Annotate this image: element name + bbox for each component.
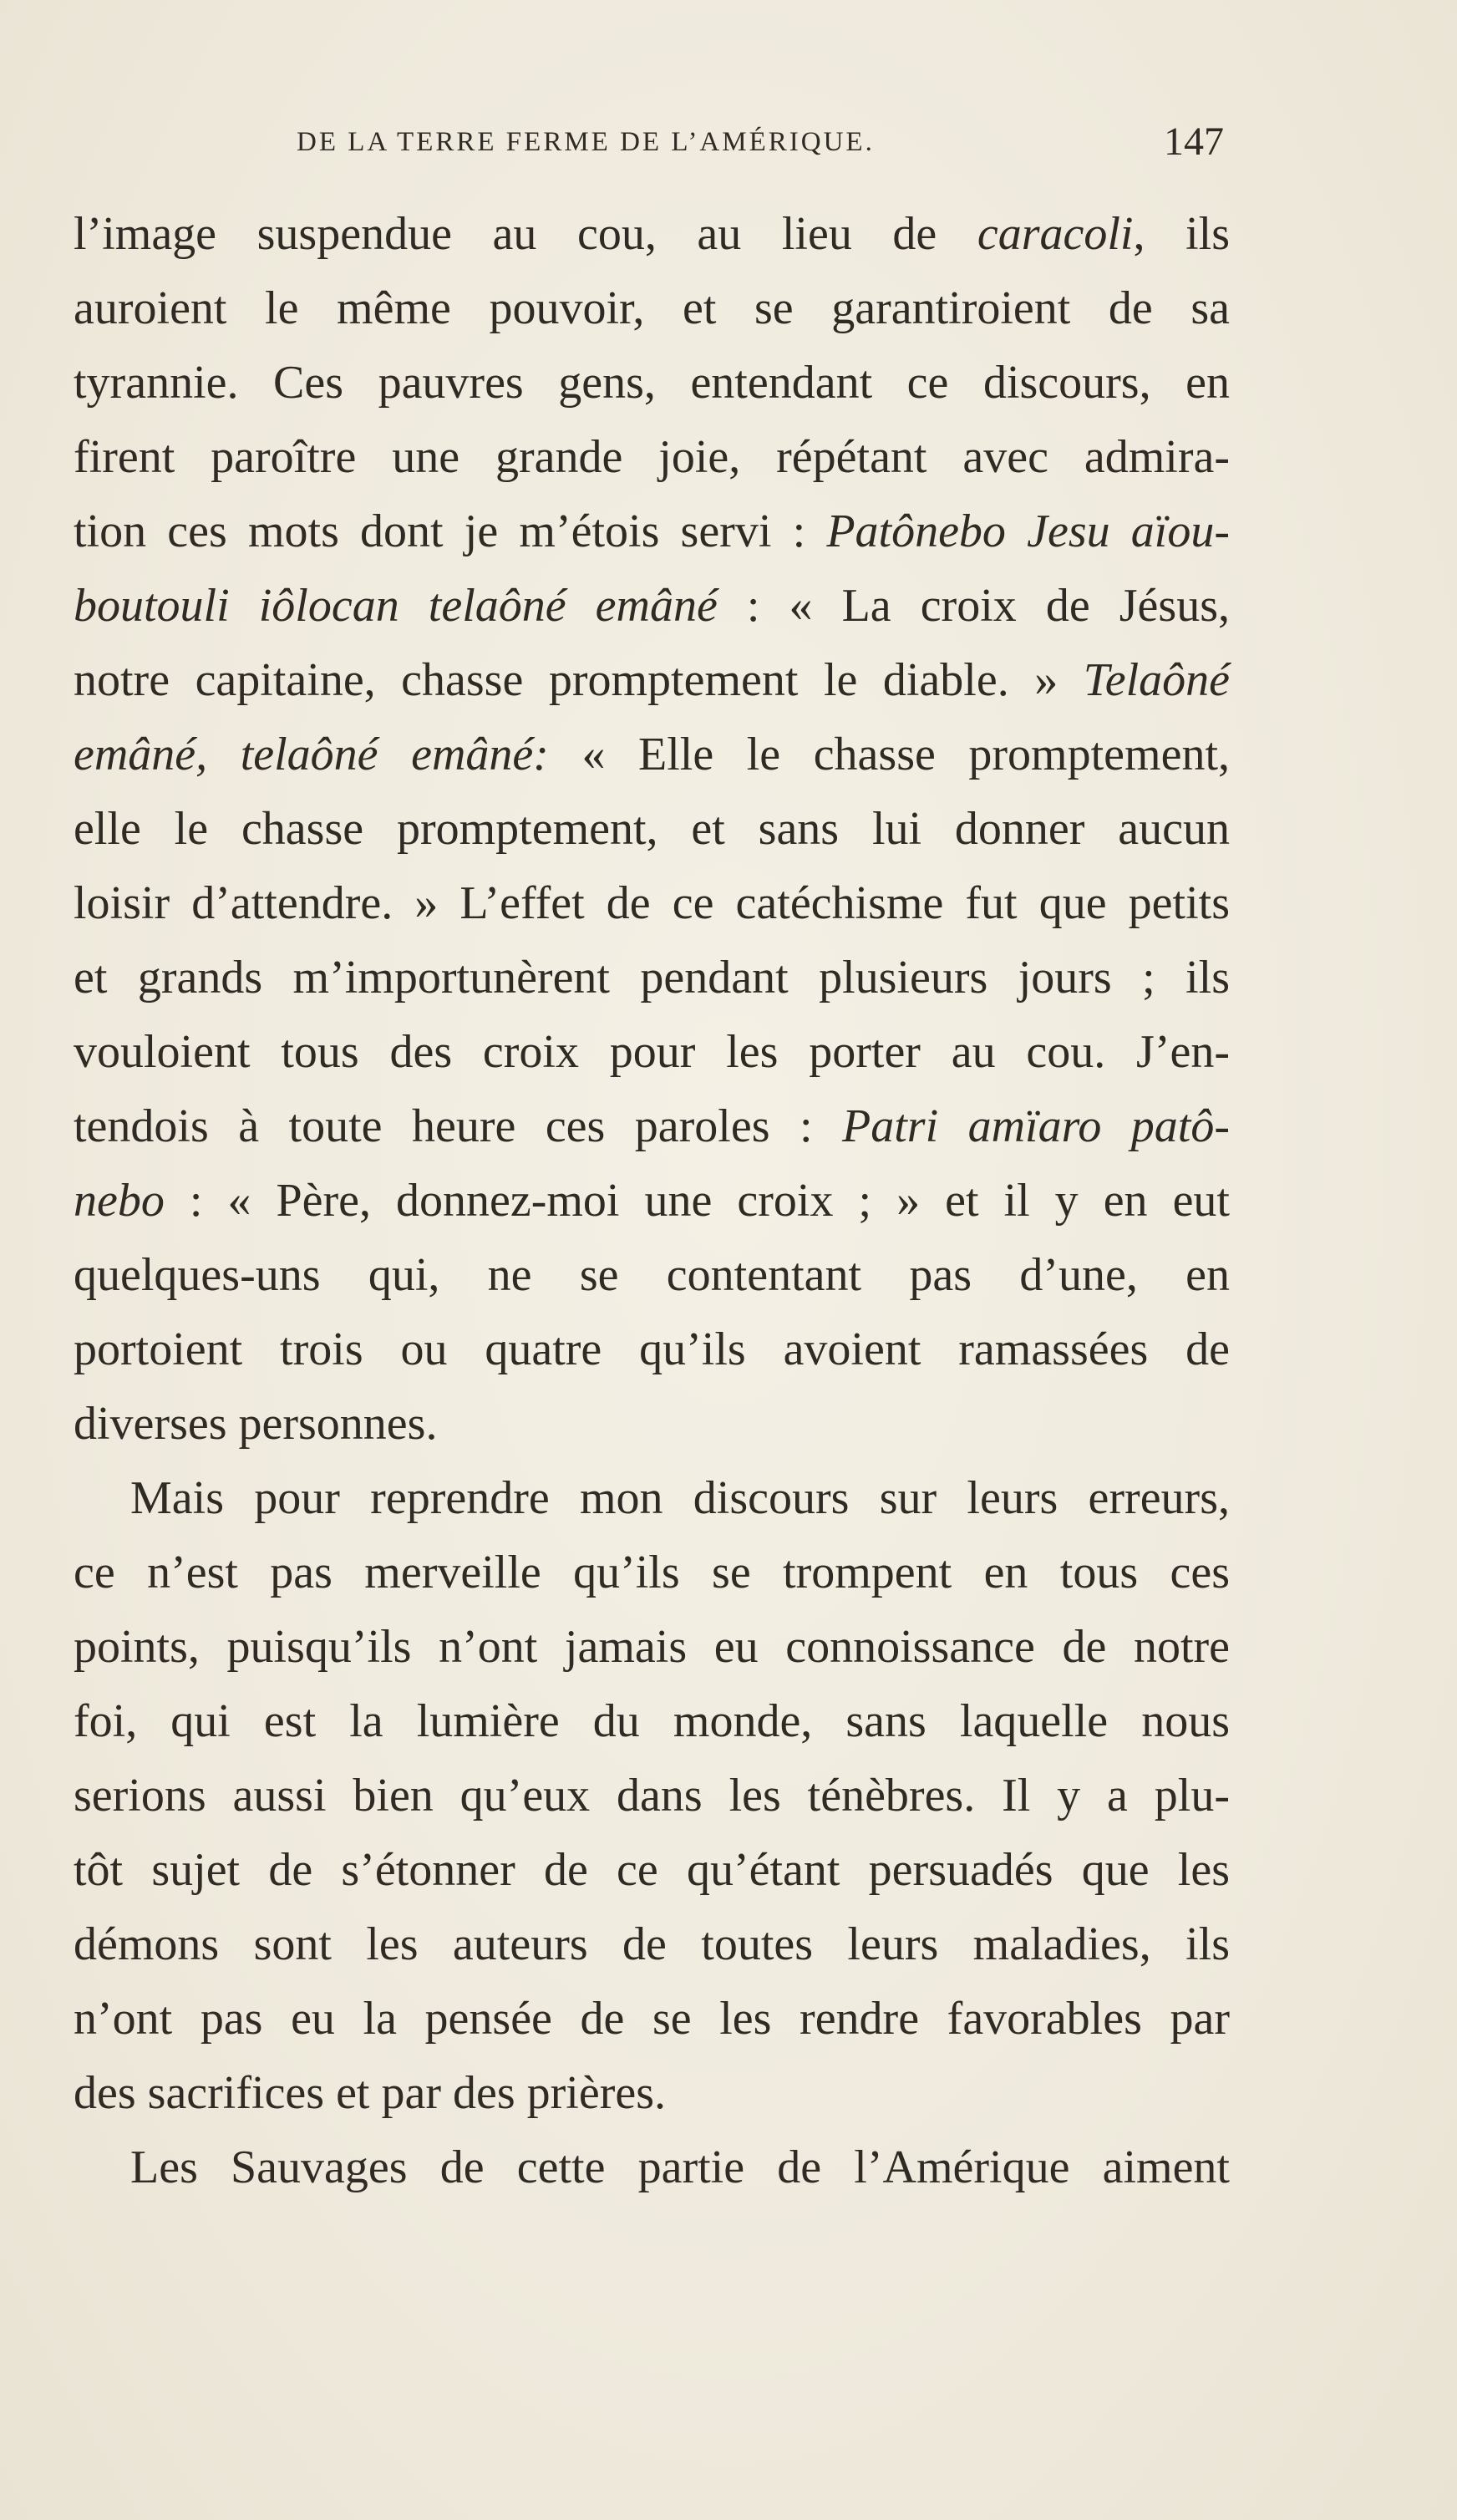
text-line: elle le chasse promptement, et sans lui donner aucun bbox=[74, 803, 1230, 855]
text-line: tôt sujet de s’étonner de ce qu’étant persuadés que les bbox=[74, 1844, 1230, 1896]
running-title: DE LA TERRE FERME DE L’AMÉRIQUE. bbox=[297, 127, 875, 157]
text-line: points, puisqu’ils n’ont jamais eu connoissance de notre bbox=[74, 1621, 1230, 1673]
body-text bbox=[74, 197, 1230, 2205]
text-line: ce n’est pas merveille qu’ils se trompent en tous ces bbox=[74, 1547, 1230, 1598]
text-line: firent paroître une grande joie, répétant avec admira- bbox=[74, 431, 1230, 483]
text-line: tion ces mots dont je m’étois servi : Patônebo Jesu aïou- bbox=[74, 506, 1230, 557]
running-head bbox=[297, 119, 1224, 169]
page-number: 147 bbox=[1164, 119, 1224, 164]
text-line: boutouli iôlocan telaôné emâné : « La croix de Jésus, bbox=[74, 580, 1230, 632]
text-line: nebo : « Père, donnez-moi une croix ; » et il y en eut bbox=[74, 1175, 1230, 1227]
text-line: et grands m’importunèrent pendant plusieurs jours ; ils bbox=[74, 952, 1230, 1003]
text-line: tyrannie. Ces pauvres gens, entendant ce discours, en bbox=[74, 357, 1230, 409]
text-line: emâné, telaôné emâné: « Elle le chasse promptement, bbox=[74, 729, 1230, 780]
text-line: l’image suspendue au cou, au lieu de caracoli, ils bbox=[74, 208, 1230, 260]
text-line: portoient trois ou quatre qu’ils avoient ramassées de bbox=[74, 1324, 1230, 1375]
text-line: notre capitaine, chasse promptement le diable. » Telaôné bbox=[74, 654, 1230, 706]
text-line: diverses personnes. bbox=[74, 1398, 438, 1450]
text-line: loisir d’attendre. » L’effet de ce catéchisme fut que petits bbox=[74, 877, 1230, 929]
paragraph-start-line: Mais pour reprendre mon discours sur leurs erreurs, bbox=[130, 1472, 1230, 1524]
paragraph-start-line: Les Sauvages de cette partie de l’Amérique aiment bbox=[130, 2141, 1230, 2193]
text-line: démons sont les auteurs de toutes leurs maladies, ils bbox=[74, 1918, 1230, 1970]
text-line: serions aussi bien qu’eux dans les ténèbres. Il y a plu- bbox=[74, 1770, 1230, 1821]
text-line: auroient le même pouvoir, et se garantiroient de sa bbox=[74, 282, 1230, 334]
text-line: des sacrifices et par des prières. bbox=[74, 2067, 666, 2119]
text-line: quelques-uns qui, ne se contentant pas d’une, en bbox=[74, 1249, 1230, 1301]
text-line: vouloient tous des croix pour les porter au cou. J’en- bbox=[74, 1026, 1230, 1078]
text-line: n’ont pas eu la pensée de se les rendre favorables par bbox=[74, 1993, 1230, 2045]
text-line: tendois à toute heure ces paroles : Patri amïaro patô- bbox=[74, 1100, 1230, 1152]
text-line: foi, qui est la lumière du monde, sans laquelle nous bbox=[74, 1695, 1230, 1747]
